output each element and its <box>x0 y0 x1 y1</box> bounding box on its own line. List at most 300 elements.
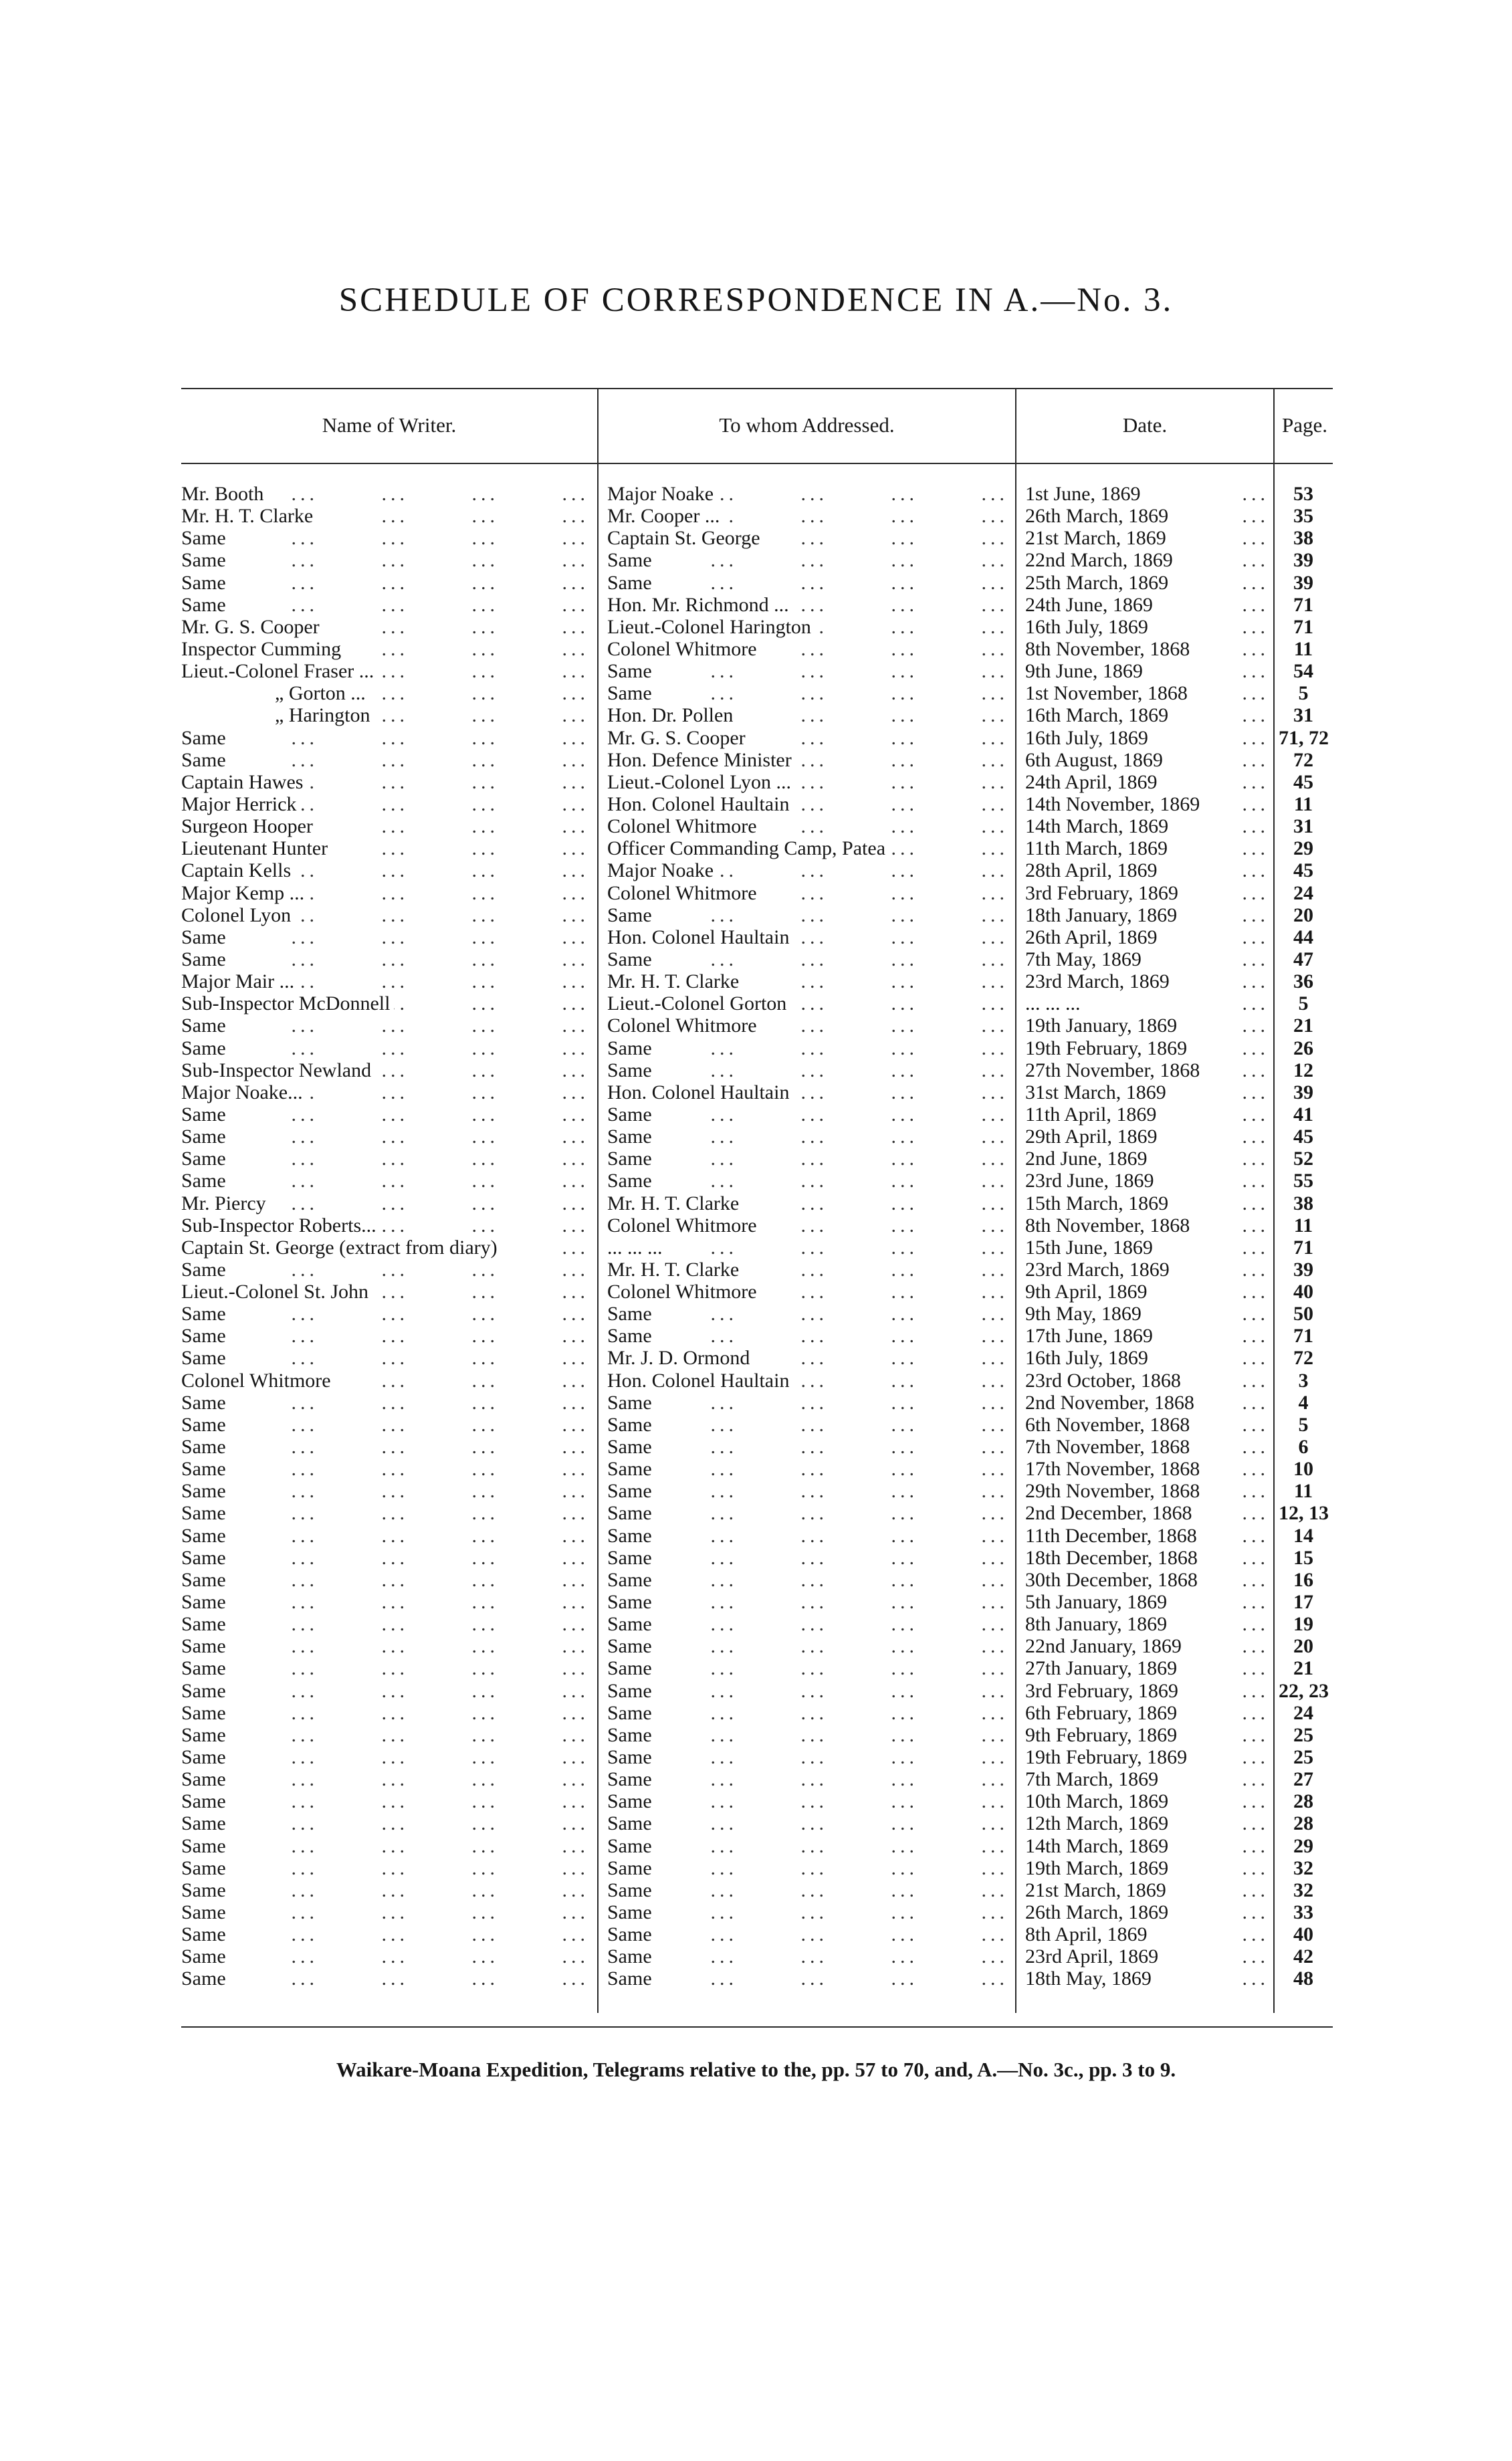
table-row <box>0 594 1512 616</box>
page-cell <box>1279 1148 1332 1170</box>
dot-leader <box>181 727 589 749</box>
page-cell <box>1279 572 1332 594</box>
page-cell <box>1279 638 1332 660</box>
date-cell <box>1025 1657 1269 1679</box>
date-cell-text: 19th February, 1869 <box>1025 1037 1191 1059</box>
date-cell-text: 18th January, 1869 <box>1025 904 1181 926</box>
addressee-cell <box>607 948 1008 970</box>
dot-leader <box>607 1547 1008 1569</box>
page-cell <box>1279 1392 1332 1414</box>
date-cell <box>1025 1746 1269 1768</box>
page-cell-text: 29 <box>1293 1835 1317 1857</box>
date-cell-text: 18th December, 1868 <box>1025 1547 1202 1569</box>
page-cell <box>1279 1502 1332 1524</box>
addressee-cell-text: Same <box>607 1103 656 1126</box>
page-cell <box>1279 1103 1332 1126</box>
date-cell <box>1025 1126 1269 1148</box>
page-cell <box>1279 815 1332 837</box>
writer-cell-text: Same <box>181 1148 230 1170</box>
dot-leader <box>1243 926 1270 948</box>
table-row <box>0 1347 1512 1369</box>
date-cell-text: 19th February, 1869 <box>1025 1746 1191 1768</box>
dot-leader <box>1243 1613 1270 1635</box>
addressee-cell <box>607 1237 1008 1259</box>
dot-leader <box>607 1657 1008 1679</box>
dot-leader <box>181 1569 589 1591</box>
date-cell <box>1025 1768 1269 1790</box>
dot-leader <box>181 1635 589 1657</box>
addressee-cell-text: Same <box>607 1037 656 1059</box>
addressee-cell <box>607 638 1008 660</box>
date-cell-text: 3rd February, 1869 <box>1025 882 1182 904</box>
date-cell <box>1025 1790 1269 1812</box>
page-cell-text: 12, 13 <box>1279 1502 1332 1524</box>
dot-leader <box>607 549 1008 571</box>
date-cell-text: 12th March, 1869 <box>1025 1812 1172 1834</box>
page-title: SCHEDULE OF CORRESPONDENCE IN A.—No. 3. <box>338 282 1174 319</box>
writer-cell-text: Colonel Lyon <box>181 904 295 926</box>
date-cell <box>1025 1081 1269 1103</box>
dot-leader <box>1243 527 1270 549</box>
addressee-cell <box>607 1680 1008 1702</box>
date-cell <box>1025 1547 1269 1569</box>
date-cell <box>1025 926 1269 948</box>
date-cell <box>1025 1812 1269 1834</box>
writer-cell-text: Same <box>181 1436 230 1458</box>
page-cell-text: 71 <box>1293 1237 1317 1259</box>
table-row <box>0 1901 1512 1923</box>
writer-cell <box>181 1680 589 1702</box>
addressee-cell-text: Hon. Colonel Haultain <box>607 926 793 948</box>
dot-leader <box>181 527 589 549</box>
writer-cell <box>181 1081 589 1103</box>
dot-leader <box>181 1746 589 1768</box>
writer-cell <box>181 1502 589 1524</box>
writer-cell-text: Mr. G. S. Cooper <box>181 616 324 638</box>
addressee-cell <box>607 992 1008 1014</box>
page-cell-text: 25 <box>1293 1746 1317 1768</box>
dot-leader <box>607 1635 1008 1657</box>
addressee-cell <box>607 1414 1008 1436</box>
dot-leader <box>1243 1480 1270 1502</box>
writer-cell-text: „ Gorton ... <box>181 682 370 704</box>
writer-cell <box>181 1857 589 1879</box>
dot-leader <box>181 1790 589 1812</box>
table-row <box>0 1790 1512 1812</box>
addressee-cell <box>607 882 1008 904</box>
addressee-cell-text: Same <box>607 1547 656 1569</box>
page-cell-text: 5 <box>1299 992 1313 1014</box>
addressee-cell <box>607 549 1008 571</box>
writer-cell <box>181 549 589 571</box>
table-row <box>0 1126 1512 1148</box>
writer-cell-text: Same <box>181 1945 230 1967</box>
writer-cell <box>181 1126 589 1148</box>
addressee-cell-text: Same <box>607 572 656 594</box>
addressee-cell <box>607 859 1008 881</box>
addressee-cell <box>607 1148 1008 1170</box>
addressee-cell <box>607 483 1008 505</box>
date-cell <box>1025 771 1269 793</box>
writer-cell <box>181 1281 589 1303</box>
date-cell-text: 5th January, 1869 <box>1025 1591 1171 1613</box>
dot-leader <box>181 1547 589 1569</box>
writer-cell <box>181 1037 589 1059</box>
date-cell <box>1025 1702 1269 1724</box>
table-row <box>0 1458 1512 1480</box>
addressee-cell-text: Same <box>607 1613 656 1635</box>
date-cell-text: 16th July, 1869 <box>1025 727 1152 749</box>
page-cell <box>1279 1480 1332 1502</box>
date-cell <box>1025 859 1269 881</box>
date-cell <box>1025 793 1269 815</box>
dot-leader <box>181 1857 589 1879</box>
writer-cell <box>181 527 589 549</box>
addressee-cell-text: Same <box>607 1657 656 1679</box>
date-cell <box>1025 815 1269 837</box>
writer-cell-text: Same <box>181 1901 230 1923</box>
date-cell-text: 14th November, 1869 <box>1025 793 1204 815</box>
page-cell-text: 40 <box>1293 1923 1317 1945</box>
page-cell-text: 50 <box>1293 1303 1317 1325</box>
writer-cell-text: Same <box>181 1790 230 1812</box>
writer-cell-text: Same <box>181 1857 230 1879</box>
date-cell <box>1025 527 1269 549</box>
addressee-cell-text: Same <box>607 1879 656 1901</box>
writer-cell <box>181 1259 589 1281</box>
writer-cell-text: Same <box>181 1613 230 1635</box>
date-cell-text: 23rd October, 1868 <box>1025 1370 1185 1392</box>
page-cell <box>1279 1768 1332 1790</box>
date-cell-text: 21st March, 1869 <box>1025 1879 1170 1901</box>
dot-leader <box>181 1103 589 1126</box>
date-cell <box>1025 638 1269 660</box>
page-cell-text: 72 <box>1293 1347 1317 1369</box>
date-cell-text: 24th June, 1869 <box>1025 594 1157 616</box>
dot-leader <box>1243 992 1270 1014</box>
addressee-cell <box>607 594 1008 616</box>
table-row <box>0 1569 1512 1591</box>
writer-cell-text: Surgeon Hooper <box>181 815 317 837</box>
addressee-cell <box>607 1547 1008 1569</box>
date-cell-text: 22nd January, 1869 <box>1025 1635 1186 1657</box>
addressee-cell <box>607 505 1008 527</box>
writer-cell <box>181 1547 589 1569</box>
table-row <box>0 1370 1512 1392</box>
table-row <box>0 483 1512 505</box>
dot-leader <box>607 1613 1008 1635</box>
dot-leader <box>607 1414 1008 1436</box>
page-cell <box>1279 1923 1332 1945</box>
addressee-cell <box>607 1347 1008 1369</box>
dot-leader <box>181 1657 589 1679</box>
addressee-cell-text: Colonel Whitmore <box>607 1281 761 1303</box>
date-cell <box>1025 970 1269 992</box>
dot-leader <box>1243 1547 1270 1569</box>
footnote: Waikare-Moana Expedition, Telegrams relative to the, pp. 57 to 70, and, A.—No. 3c., pp. 3 to 9. <box>336 2058 1176 2081</box>
writer-cell <box>181 1768 589 1790</box>
dot-leader <box>607 1148 1008 1170</box>
table-row <box>0 837 1512 859</box>
writer-cell <box>181 660 589 682</box>
page-cell-text: 71 <box>1293 594 1317 616</box>
header-page: Page. <box>1281 413 1327 437</box>
writer-cell-text: Same <box>181 1480 230 1502</box>
page-cell <box>1279 616 1332 638</box>
date-cell-text: 31st March, 1869 <box>1025 1081 1170 1103</box>
writer-cell-text: Captain St. George (extract from diary) <box>181 1237 502 1259</box>
dot-leader <box>607 1812 1008 1834</box>
writer-cell-text: Same <box>181 1680 230 1702</box>
page-cell <box>1279 1281 1332 1303</box>
table-row <box>0 527 1512 549</box>
date-cell-text: 2nd December, 1868 <box>1025 1502 1196 1524</box>
page-cell <box>1279 1857 1332 1879</box>
addressee-cell <box>607 1967 1008 1990</box>
date-cell <box>1025 1502 1269 1524</box>
writer-cell <box>181 1923 589 1945</box>
dot-leader <box>607 1237 1008 1259</box>
addressee-cell-text: Mr. Cooper ... <box>607 505 724 527</box>
page-cell-text: 25 <box>1293 1724 1317 1746</box>
dot-leader <box>1243 1835 1270 1857</box>
addressee-cell <box>607 1126 1008 1148</box>
page-cell <box>1279 1613 1332 1635</box>
page-cell-text: 71, 72 <box>1279 727 1332 749</box>
table-row <box>0 1967 1512 1990</box>
writer-cell <box>181 594 589 616</box>
date-cell-text: 8th January, 1869 <box>1025 1613 1171 1635</box>
addressee-cell-text: Colonel Whitmore <box>607 1214 761 1237</box>
addressee-cell-text: Same <box>607 1702 656 1724</box>
table-row <box>0 682 1512 704</box>
dot-leader <box>1243 1525 1270 1547</box>
date-cell-text: 23rd June, 1869 <box>1025 1170 1158 1192</box>
addressee-cell-text: Captain St. George <box>607 527 764 549</box>
addressee-cell <box>607 1103 1008 1126</box>
dot-leader <box>1243 1259 1270 1281</box>
date-cell-text: 18th May, 1869 <box>1025 1967 1156 1990</box>
page-cell <box>1279 527 1332 549</box>
page-cell <box>1279 1214 1332 1237</box>
page-cell-text: 6 <box>1299 1436 1313 1458</box>
date-cell <box>1025 1103 1269 1126</box>
date-cell-text: 8th April, 1869 <box>1025 1923 1152 1945</box>
table-row <box>0 1746 1512 1768</box>
dot-leader <box>181 1835 589 1857</box>
page-cell <box>1279 1370 1332 1392</box>
addressee-cell <box>607 1569 1008 1591</box>
page-cell <box>1279 1657 1332 1679</box>
dot-leader <box>607 682 1008 704</box>
writer-cell <box>181 1702 589 1724</box>
date-cell-text: 7th May, 1869 <box>1025 948 1146 970</box>
writer-cell-text: Same <box>181 1347 230 1369</box>
page-cell <box>1279 1325 1332 1347</box>
table-row <box>0 1923 1512 1945</box>
date-cell <box>1025 727 1269 749</box>
dot-leader <box>1243 483 1270 505</box>
date-cell <box>1025 1635 1269 1657</box>
writer-cell-text: Inspector Cumming <box>181 638 345 660</box>
date-cell <box>1025 549 1269 571</box>
addressee-cell-text: Same <box>607 1835 656 1857</box>
table-row <box>0 1525 1512 1547</box>
page-cell <box>1279 549 1332 571</box>
dot-leader <box>181 1014 589 1037</box>
writer-cell <box>181 1103 589 1126</box>
date-cell-text: 23rd March, 1869 <box>1025 1259 1174 1281</box>
page-cell-text: 39 <box>1293 1081 1317 1103</box>
date-cell-text: 11th March, 1869 <box>1025 837 1172 859</box>
dot-leader <box>1243 1081 1270 1103</box>
dot-leader <box>1243 638 1270 660</box>
addressee-cell <box>607 1192 1008 1214</box>
table-row <box>0 1259 1512 1281</box>
addressee-cell <box>607 1392 1008 1414</box>
page-cell-text: 39 <box>1293 572 1317 594</box>
addressee-cell-text: Same <box>607 682 656 704</box>
addressee-cell <box>607 1746 1008 1768</box>
addressee-cell-text: Colonel Whitmore <box>607 1014 761 1037</box>
table-top-rule <box>181 388 1333 389</box>
page-cell <box>1279 1901 1332 1923</box>
table-row <box>0 1037 1512 1059</box>
writer-cell <box>181 970 589 992</box>
date-cell-text: 10th March, 1869 <box>1025 1790 1172 1812</box>
table-row <box>0 727 1512 749</box>
dot-leader <box>181 1126 589 1148</box>
addressee-cell <box>607 1945 1008 1967</box>
dot-leader <box>607 1790 1008 1812</box>
writer-cell-text: Same <box>181 572 230 594</box>
dot-leader <box>1243 1059 1270 1081</box>
writer-cell-text: Sub-Inspector Newland <box>181 1059 375 1081</box>
writer-cell <box>181 1370 589 1392</box>
dot-leader <box>1243 549 1270 571</box>
writer-cell-text: Mr. Booth <box>181 483 267 505</box>
table-row <box>0 749 1512 771</box>
addressee-cell <box>607 1214 1008 1237</box>
page-cell <box>1279 483 1332 505</box>
addressee-cell-text: Same <box>607 1502 656 1524</box>
page-cell <box>1279 1192 1332 1214</box>
addressee-cell-text: Mr. J. D. Ormond <box>607 1347 754 1369</box>
writer-cell <box>181 992 589 1014</box>
writer-cell <box>181 1014 589 1037</box>
page-cell <box>1279 1059 1332 1081</box>
addressee-cell <box>607 1281 1008 1303</box>
writer-cell-text: Major Noake... <box>181 1081 307 1103</box>
date-cell <box>1025 1945 1269 1967</box>
table-row <box>0 1768 1512 1790</box>
date-cell-text: 7th March, 1869 <box>1025 1768 1162 1790</box>
writer-cell-text: Same <box>181 1835 230 1857</box>
dot-leader <box>181 1591 589 1613</box>
addressee-cell-text: Same <box>607 1945 656 1967</box>
date-cell-text: 24th April, 1869 <box>1025 771 1162 793</box>
table-row <box>0 1591 1512 1613</box>
date-cell <box>1025 1613 1269 1635</box>
dot-leader <box>607 1303 1008 1325</box>
page-cell <box>1279 727 1332 749</box>
table-row <box>0 1081 1512 1103</box>
date-cell <box>1025 1436 1269 1458</box>
page-cell-text: 21 <box>1293 1657 1317 1679</box>
dot-leader <box>607 1525 1008 1547</box>
dot-leader <box>181 1613 589 1635</box>
page-cell-text: 55 <box>1293 1170 1317 1192</box>
page-cell-text: 14 <box>1293 1525 1317 1547</box>
dot-leader <box>181 749 589 771</box>
dot-leader <box>181 1148 589 1170</box>
page-cell-text: 32 <box>1293 1879 1317 1901</box>
table-row <box>0 505 1512 527</box>
addressee-cell <box>607 1613 1008 1635</box>
date-cell-text: 30th December, 1868 <box>1025 1569 1202 1591</box>
writer-cell-text: Same <box>181 1325 230 1347</box>
page-cell <box>1279 948 1332 970</box>
writer-cell-text: Same <box>181 1923 230 1945</box>
date-cell <box>1025 1170 1269 1192</box>
addressee-cell-text: Same <box>607 1569 656 1591</box>
page-cell-text: 45 <box>1293 771 1317 793</box>
table-row <box>0 793 1512 815</box>
addressee-cell-text: Same <box>607 948 656 970</box>
page-cell-text: 5 <box>1299 682 1313 704</box>
dot-leader <box>1243 505 1270 527</box>
writer-cell-text: Major Herrick <box>181 793 300 815</box>
addressee-cell <box>607 1724 1008 1746</box>
table-row <box>0 1170 1512 1192</box>
dot-leader <box>181 1724 589 1746</box>
page-cell <box>1279 970 1332 992</box>
page-cell-text: 11 <box>1294 638 1317 660</box>
dot-leader <box>1243 859 1270 881</box>
addressee-cell-text: Lieut.-Colonel Lyon ... <box>607 771 795 793</box>
writer-cell <box>181 904 589 926</box>
writer-cell-text: Same <box>181 1014 230 1037</box>
writer-cell-text: Same <box>181 1547 230 1569</box>
table-row <box>0 1680 1512 1702</box>
addressee-cell-text: Same <box>607 1724 656 1746</box>
page-cell-text: 12 <box>1293 1059 1317 1081</box>
date-cell <box>1025 660 1269 682</box>
date-cell <box>1025 1835 1269 1857</box>
page-cell <box>1279 1879 1332 1901</box>
writer-cell-text: Same <box>181 1746 230 1768</box>
dot-leader <box>1243 1724 1270 1746</box>
dot-leader <box>607 1923 1008 1945</box>
addressee-cell <box>607 1835 1008 1857</box>
page-cell-text: 5 <box>1299 1414 1313 1436</box>
dot-leader <box>607 1967 1008 1990</box>
date-cell <box>1025 682 1269 704</box>
writer-cell <box>181 682 589 704</box>
addressee-cell <box>607 1525 1008 1547</box>
table-row <box>0 1724 1512 1746</box>
writer-cell <box>181 704 589 726</box>
page-cell <box>1279 1170 1332 1192</box>
table-row <box>0 1879 1512 1901</box>
page-cell-text: 20 <box>1293 904 1317 926</box>
page-cell <box>1279 1237 1332 1259</box>
page-cell-text: 3 <box>1299 1370 1313 1392</box>
table-row <box>0 1214 1512 1237</box>
dot-leader <box>1243 1347 1270 1369</box>
page-cell <box>1279 1525 1332 1547</box>
date-cell <box>1025 1037 1269 1059</box>
